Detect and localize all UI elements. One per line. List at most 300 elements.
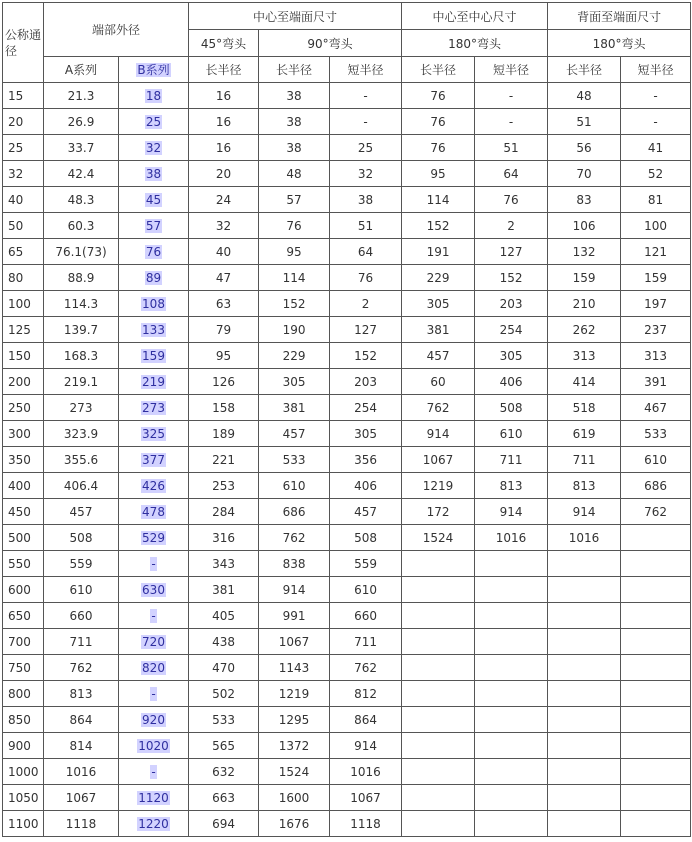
- short-cc-cell: [475, 603, 548, 629]
- short-bf-cell: 52: [621, 161, 691, 187]
- short-bf-cell: 197: [621, 291, 691, 317]
- long-45-cell: 63: [189, 291, 259, 317]
- nominal-cell: 400: [3, 473, 44, 499]
- short-90-cell: -: [330, 83, 402, 109]
- long-45-cell: 20: [189, 161, 259, 187]
- table-row: [3, 161, 691, 187]
- series-a-cell: 813: [44, 681, 119, 707]
- long-90-cell: 381: [259, 395, 330, 421]
- short-cc-cell: 711: [475, 447, 548, 473]
- long-cc-cell: 305: [402, 291, 475, 317]
- elbow-dimension-table: [2, 2, 691, 837]
- long-cc-cell: [402, 707, 475, 733]
- nominal-cell: 650: [3, 603, 44, 629]
- long-cc-cell: 1067: [402, 447, 475, 473]
- series-b-value: 1020: [138, 738, 169, 753]
- table-row: [3, 291, 691, 317]
- long-cc-cell: 76: [402, 135, 475, 161]
- short-bf-cell: 467: [621, 395, 691, 421]
- series-a-cell: 406.4: [44, 473, 119, 499]
- series-b-cell: [119, 395, 189, 421]
- short-cc-cell: [475, 733, 548, 759]
- long-45-cell: 253: [189, 473, 259, 499]
- table-row: [3, 135, 691, 161]
- series-a-cell: 660: [44, 603, 119, 629]
- short-bf-cell: [621, 525, 691, 551]
- series-a-cell: 48.3: [44, 187, 119, 213]
- long-cc-cell: [402, 603, 475, 629]
- series-a-cell: 21.3: [44, 83, 119, 109]
- long-90-cell: 114: [259, 265, 330, 291]
- long-45-cell: 16: [189, 109, 259, 135]
- series-b-value: -: [151, 608, 156, 623]
- long-cc-cell: 95: [402, 161, 475, 187]
- table-row: [3, 473, 691, 499]
- short-cc-cell: 64: [475, 161, 548, 187]
- long-45-cell: 40: [189, 239, 259, 265]
- long-45-cell: 32: [189, 213, 259, 239]
- table-row: [3, 759, 691, 785]
- series-b-value: 45: [145, 192, 162, 207]
- series-a-cell: 457: [44, 499, 119, 525]
- short-90-cell: 711: [330, 629, 402, 655]
- long-bf-cell: [548, 603, 621, 629]
- long-bf-cell: [548, 681, 621, 707]
- long-90-cell: 457: [259, 421, 330, 447]
- long-bf-cell: 313: [548, 343, 621, 369]
- long-bf-cell: 51: [548, 109, 621, 135]
- series-a-cell: 139.7: [44, 317, 119, 343]
- nominal-cell: 25: [3, 135, 44, 161]
- nominal-cell: 1050: [3, 785, 44, 811]
- long-45-cell: 694: [189, 811, 259, 837]
- table-row: [3, 577, 691, 603]
- short-cc-cell: 127: [475, 239, 548, 265]
- series-b-value: 478: [142, 504, 165, 519]
- short-cc-cell: 51: [475, 135, 548, 161]
- long-bf-cell: 159: [548, 265, 621, 291]
- long-cc-cell: [402, 733, 475, 759]
- long-cc-cell: 76: [402, 83, 475, 109]
- short-bf-cell: 391: [621, 369, 691, 395]
- long-90-cell: 48: [259, 161, 330, 187]
- short-bf-cell: 762: [621, 499, 691, 525]
- series-b-cell: [119, 83, 189, 109]
- short-bf-cell: 533: [621, 421, 691, 447]
- table-row: [3, 707, 691, 733]
- long-cc-cell: 114: [402, 187, 475, 213]
- nominal-cell: 250: [3, 395, 44, 421]
- long-cc-cell: 1524: [402, 525, 475, 551]
- short-cc-cell: 914: [475, 499, 548, 525]
- short-bf-cell: 237: [621, 317, 691, 343]
- table-row: [3, 265, 691, 291]
- short-90-cell: 660: [330, 603, 402, 629]
- nominal-cell: 850: [3, 707, 44, 733]
- long-90-cell: 190: [259, 317, 330, 343]
- short-90-cell: 812: [330, 681, 402, 707]
- short-bf-cell: 159: [621, 265, 691, 291]
- short-90-cell: 25: [330, 135, 402, 161]
- long-45-cell: 79: [189, 317, 259, 343]
- short-90-cell: 127: [330, 317, 402, 343]
- long-cc-cell: 191: [402, 239, 475, 265]
- short-bf-cell: [621, 785, 691, 811]
- nominal-cell: 500: [3, 525, 44, 551]
- series-b-value: -: [151, 556, 156, 571]
- short-bf-cell: 81: [621, 187, 691, 213]
- short-cc-cell: [475, 759, 548, 785]
- long-45-cell: 316: [189, 525, 259, 551]
- long-cc-cell: 381: [402, 317, 475, 343]
- long-45-cell: 632: [189, 759, 259, 785]
- long-bf-cell: 56: [548, 135, 621, 161]
- series-b-value: 426: [142, 478, 165, 493]
- short-cc-cell: 2: [475, 213, 548, 239]
- series-b-cell: [119, 213, 189, 239]
- long-90-cell: 762: [259, 525, 330, 551]
- short-cc-cell: [475, 681, 548, 707]
- short-90-cell: 1118: [330, 811, 402, 837]
- short-cc-cell: 813: [475, 473, 548, 499]
- short-bf-cell: [621, 707, 691, 733]
- series-b-value: 108: [142, 296, 165, 311]
- series-b-cell: [119, 629, 189, 655]
- nominal-cell: 150: [3, 343, 44, 369]
- nominal-cell: 1000: [3, 759, 44, 785]
- series-a-cell: 610: [44, 577, 119, 603]
- series-b-cell: [119, 239, 189, 265]
- long-cc-cell: [402, 681, 475, 707]
- short-cc-cell: [475, 577, 548, 603]
- long-45-cell: 405: [189, 603, 259, 629]
- table-body: [3, 83, 691, 837]
- long-45-cell: 470: [189, 655, 259, 681]
- short-90-cell: 254: [330, 395, 402, 421]
- table-row: [3, 629, 691, 655]
- series-b-value: 325: [142, 426, 165, 441]
- long-45-cell: 16: [189, 135, 259, 161]
- short-bf-cell: [621, 681, 691, 707]
- short-bf-cell: [621, 733, 691, 759]
- long-bf-cell: 83: [548, 187, 621, 213]
- long-cc-cell: 914: [402, 421, 475, 447]
- short-radius-90-header: 短半径: [330, 57, 402, 83]
- series-b-value: 32: [145, 140, 162, 155]
- long-bf-cell: 262: [548, 317, 621, 343]
- series-b-cell: [119, 187, 189, 213]
- long-45-cell: 565: [189, 733, 259, 759]
- short-radius-bf-header: 短半径: [621, 57, 691, 83]
- series-b-cell: [119, 785, 189, 811]
- series-b-label: B系列: [137, 63, 170, 77]
- series-a-cell: 26.9: [44, 109, 119, 135]
- long-90-cell: 229: [259, 343, 330, 369]
- series-b-value: 273: [142, 400, 165, 415]
- long-bf-cell: 210: [548, 291, 621, 317]
- table-row: [3, 785, 691, 811]
- long-radius-bf-header: 长半径: [548, 57, 621, 83]
- short-90-cell: 508: [330, 525, 402, 551]
- series-b-cell: [119, 551, 189, 577]
- nominal-cell: 350: [3, 447, 44, 473]
- series-b-cell: [119, 109, 189, 135]
- nominal-cell: 200: [3, 369, 44, 395]
- short-cc-cell: 152: [475, 265, 548, 291]
- short-radius-cc-header: 短半径: [475, 57, 548, 83]
- long-cc-cell: 1219: [402, 473, 475, 499]
- table-header: [3, 3, 691, 83]
- nominal-cell: 65: [3, 239, 44, 265]
- long-bf-cell: [548, 629, 621, 655]
- long-bf-cell: 813: [548, 473, 621, 499]
- short-bf-cell: 313: [621, 343, 691, 369]
- series-b-cell: [119, 707, 189, 733]
- short-cc-cell: [475, 655, 548, 681]
- short-bf-cell: [621, 551, 691, 577]
- long-90-cell: 838: [259, 551, 330, 577]
- series-b-value: 89: [145, 270, 162, 285]
- long-cc-cell: [402, 811, 475, 837]
- long-bf-cell: 914: [548, 499, 621, 525]
- short-cc-cell: 1016: [475, 525, 548, 551]
- short-bf-cell: [621, 629, 691, 655]
- table-row: [3, 551, 691, 577]
- long-45-cell: 95: [189, 343, 259, 369]
- series-b-cell: [119, 317, 189, 343]
- short-bf-cell: -: [621, 83, 691, 109]
- series-b-value: 720: [142, 634, 165, 649]
- series-a-cell: 1016: [44, 759, 119, 785]
- long-90-cell: 686: [259, 499, 330, 525]
- series-b-value: 57: [145, 218, 162, 233]
- series-b-cell: [119, 655, 189, 681]
- long-cc-cell: 229: [402, 265, 475, 291]
- series-a-cell: 762: [44, 655, 119, 681]
- back-to-face-header: 背面至端面尺寸: [548, 3, 691, 30]
- series-b-value: 76: [145, 244, 162, 259]
- long-45-cell: 663: [189, 785, 259, 811]
- short-90-cell: 1067: [330, 785, 402, 811]
- nominal-cell: 32: [3, 161, 44, 187]
- series-b-cell: [119, 577, 189, 603]
- nominal-cell: 900: [3, 733, 44, 759]
- long-90-cell: 1676: [259, 811, 330, 837]
- short-bf-cell: [621, 759, 691, 785]
- series-a-header: A系列: [44, 57, 119, 83]
- long-cc-cell: 76: [402, 109, 475, 135]
- series-b-cell: [119, 603, 189, 629]
- long-90-cell: 95: [259, 239, 330, 265]
- short-90-cell: 2: [330, 291, 402, 317]
- series-b-value: -: [151, 764, 156, 779]
- series-a-cell: 814: [44, 733, 119, 759]
- short-90-cell: 356: [330, 447, 402, 473]
- series-b-cell: [119, 759, 189, 785]
- table-row: [3, 499, 691, 525]
- series-b-cell: [119, 161, 189, 187]
- short-bf-cell: [621, 577, 691, 603]
- long-90-cell: 76: [259, 213, 330, 239]
- series-b-header: [119, 57, 189, 83]
- elbow-180-bf-header: 180°弯头: [548, 30, 691, 57]
- long-90-cell: 1295: [259, 707, 330, 733]
- table-row: [3, 525, 691, 551]
- series-b-cell: [119, 343, 189, 369]
- long-cc-cell: [402, 551, 475, 577]
- short-90-cell: 64: [330, 239, 402, 265]
- long-45-cell: 16: [189, 83, 259, 109]
- table-row: [3, 681, 691, 707]
- long-45-cell: 158: [189, 395, 259, 421]
- table-row: [3, 395, 691, 421]
- series-a-cell: 273: [44, 395, 119, 421]
- short-90-cell: 914: [330, 733, 402, 759]
- short-90-cell: 610: [330, 577, 402, 603]
- series-b-value: 920: [142, 712, 165, 727]
- long-bf-cell: 1016: [548, 525, 621, 551]
- table-row: [3, 733, 691, 759]
- short-cc-cell: [475, 811, 548, 837]
- series-b-value: 133: [142, 322, 165, 337]
- series-a-cell: 323.9: [44, 421, 119, 447]
- long-90-cell: 152: [259, 291, 330, 317]
- long-cc-cell: 762: [402, 395, 475, 421]
- series-a-cell: 60.3: [44, 213, 119, 239]
- short-cc-cell: [475, 551, 548, 577]
- table-row: [3, 83, 691, 109]
- short-bf-cell: 610: [621, 447, 691, 473]
- short-90-cell: 76: [330, 265, 402, 291]
- series-a-cell: 42.4: [44, 161, 119, 187]
- series-b-value: 377: [142, 452, 165, 467]
- short-bf-cell: [621, 655, 691, 681]
- series-b-value: 25: [145, 114, 162, 129]
- long-bf-cell: 132: [548, 239, 621, 265]
- short-cc-cell: -: [475, 83, 548, 109]
- short-cc-cell: 610: [475, 421, 548, 447]
- long-bf-cell: 619: [548, 421, 621, 447]
- series-b-cell: [119, 447, 189, 473]
- nominal-cell: 800: [3, 681, 44, 707]
- long-bf-cell: [548, 785, 621, 811]
- short-cc-cell: [475, 629, 548, 655]
- short-bf-cell: 686: [621, 473, 691, 499]
- nominal-cell: 300: [3, 421, 44, 447]
- series-b-value: 630: [142, 582, 165, 597]
- short-bf-cell: 121: [621, 239, 691, 265]
- short-90-cell: 203: [330, 369, 402, 395]
- long-90-cell: 1600: [259, 785, 330, 811]
- series-b-cell: [119, 525, 189, 551]
- short-bf-cell: -: [621, 109, 691, 135]
- long-45-cell: 24: [189, 187, 259, 213]
- short-90-cell: 51: [330, 213, 402, 239]
- series-a-cell: 76.1(73): [44, 239, 119, 265]
- long-bf-cell: [548, 655, 621, 681]
- short-cc-cell: 203: [475, 291, 548, 317]
- short-cc-cell: [475, 707, 548, 733]
- table-row: [3, 421, 691, 447]
- series-b-value: 820: [142, 660, 165, 675]
- long-cc-cell: 457: [402, 343, 475, 369]
- series-a-cell: 1118: [44, 811, 119, 837]
- short-cc-cell: 406: [475, 369, 548, 395]
- long-bf-cell: [548, 811, 621, 837]
- long-bf-cell: 106: [548, 213, 621, 239]
- short-90-cell: -: [330, 109, 402, 135]
- short-bf-cell: 41: [621, 135, 691, 161]
- series-b-value: 38: [145, 166, 162, 181]
- long-90-cell: 1067: [259, 629, 330, 655]
- nominal-cell: 550: [3, 551, 44, 577]
- long-cc-cell: [402, 629, 475, 655]
- table-row: [3, 187, 691, 213]
- table-row: [3, 655, 691, 681]
- series-a-cell: 114.3: [44, 291, 119, 317]
- long-45-cell: 381: [189, 577, 259, 603]
- long-cc-cell: [402, 759, 475, 785]
- long-90-cell: 533: [259, 447, 330, 473]
- series-a-cell: 559: [44, 551, 119, 577]
- short-cc-cell: -: [475, 109, 548, 135]
- long-45-cell: 284: [189, 499, 259, 525]
- center-to-face-header: 中心至端面尺寸: [189, 3, 402, 30]
- series-b-cell: [119, 421, 189, 447]
- long-cc-cell: [402, 577, 475, 603]
- short-bf-cell: [621, 811, 691, 837]
- long-90-cell: 991: [259, 603, 330, 629]
- short-90-cell: 559: [330, 551, 402, 577]
- center-to-center-header: 中心至中心尺寸: [402, 3, 548, 30]
- short-cc-cell: 508: [475, 395, 548, 421]
- long-cc-cell: 172: [402, 499, 475, 525]
- long-radius-45-header: 长半径: [189, 57, 259, 83]
- short-90-cell: 762: [330, 655, 402, 681]
- long-bf-cell: [548, 707, 621, 733]
- long-90-cell: 38: [259, 83, 330, 109]
- short-90-cell: 1016: [330, 759, 402, 785]
- series-a-cell: 711: [44, 629, 119, 655]
- series-b-cell: [119, 369, 189, 395]
- series-a-cell: 33.7: [44, 135, 119, 161]
- table-row: [3, 239, 691, 265]
- long-cc-cell: [402, 785, 475, 811]
- long-bf-cell: [548, 759, 621, 785]
- long-90-cell: 1143: [259, 655, 330, 681]
- short-cc-cell: 76: [475, 187, 548, 213]
- long-45-cell: 47: [189, 265, 259, 291]
- long-45-cell: 221: [189, 447, 259, 473]
- series-b-cell: [119, 681, 189, 707]
- short-cc-cell: 254: [475, 317, 548, 343]
- long-cc-cell: 60: [402, 369, 475, 395]
- short-cc-cell: [475, 785, 548, 811]
- series-a-cell: 168.3: [44, 343, 119, 369]
- long-45-cell: 438: [189, 629, 259, 655]
- nominal-cell: 80: [3, 265, 44, 291]
- short-90-cell: 152: [330, 343, 402, 369]
- short-90-cell: 457: [330, 499, 402, 525]
- long-90-cell: 57: [259, 187, 330, 213]
- short-90-cell: 38: [330, 187, 402, 213]
- series-a-cell: 355.6: [44, 447, 119, 473]
- nominal-cell: 50: [3, 213, 44, 239]
- long-radius-90-header: 长半径: [259, 57, 330, 83]
- series-a-cell: 219.1: [44, 369, 119, 395]
- series-b-value: 529: [142, 530, 165, 545]
- nominal-cell: 15: [3, 83, 44, 109]
